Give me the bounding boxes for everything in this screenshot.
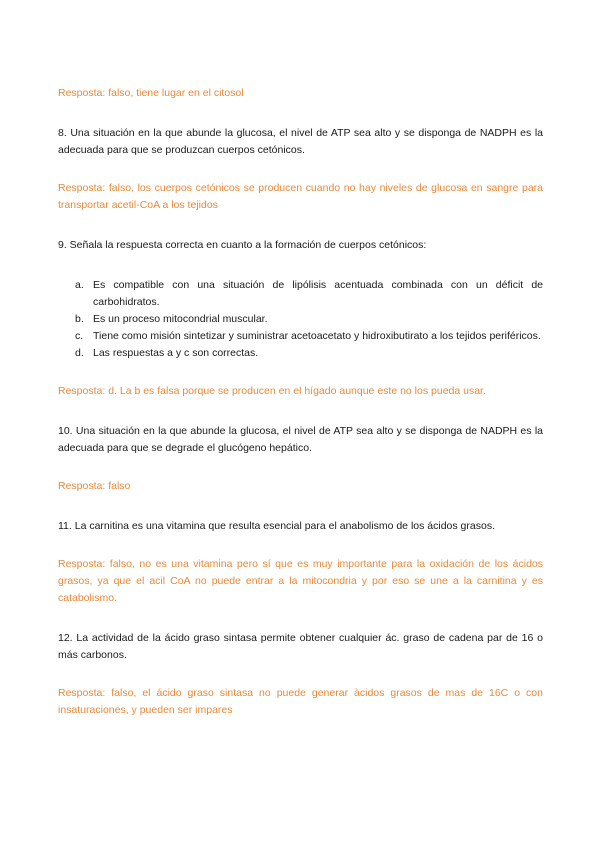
question-9: 9. Señala la respuesta correcta en cuanto a la formación de cuerpos cetónicos:: [58, 239, 427, 251]
option-letter: b.: [75, 313, 84, 325]
answer-8: Resposta: falso, los cuerpos cetónicos se producen cuando no hay niveles de glucosa en sangre para transportar acetil-CoA a los tejidos: [58, 182, 543, 211]
option-text: Las respuestas a y c son correctas.: [93, 347, 259, 359]
question-11: 11. La carnitina es una vitamina que resulta esencial para el anabolismo de los ácidos grasos.: [58, 520, 495, 532]
question-9-options: [58, 277, 543, 362]
answer-11: Resposta: falso, no es una vitamina pero sí que es muy importante para la oxidación de los ácidos grasos, ya que el acil CoA no puede entrar a la mitocondria y por eso se une a la carnitina y es catabolismo.: [58, 558, 543, 604]
option-text: Es un proceso mitocondrial muscular.: [93, 313, 268, 325]
answer-7: Resposta: falso, tiene lugar en el citosol: [58, 87, 244, 99]
option-c: [58, 328, 543, 345]
question-8: 8. Una situación en la que abunde la glucosa, el nivel de ATP sea alto y se disponga de NADPH es la adecuada para que se produzcan cuerpos cetónicos.: [58, 127, 543, 156]
option-text: Es compatible con una situación de lipólisis acentuada combinada con un déficit de carbohidratos.: [93, 279, 543, 308]
option-a: [58, 277, 543, 311]
option-d: [58, 345, 543, 362]
option-letter: d.: [75, 347, 84, 359]
option-letter: a.: [75, 279, 84, 291]
question-10: 10. Una situación en la que abunde la glucosa, el nivel de ATP sea alto y se disponga de NADPH es la adecuada para que se degrade el glucógeno hepático.: [58, 425, 543, 454]
answer-10: Resposta: falso: [58, 480, 131, 492]
option-letter: c.: [75, 330, 84, 342]
document-page: [58, 85, 543, 719]
question-12: 12. La actividad de la ácido graso sintasa permite obtener cualquier ác. graso de cadena par de 16 o más carbonos.: [58, 632, 543, 661]
answer-9: Resposta: d. La b es falsa porque se producen en el hígado aunque este no los pueda usar.: [58, 385, 486, 397]
option-b: [58, 311, 543, 328]
option-text: Tiene como misión sintetizar y suministrar acetoacetato y hidroxibutirato a los tejidos periféricos.: [93, 330, 541, 342]
answer-12: Resposta: falso, el ácido graso sintasa no puede generar àcidos grasos de mas de 16C o con insaturaciones, y pueden ser impares: [58, 687, 543, 716]
